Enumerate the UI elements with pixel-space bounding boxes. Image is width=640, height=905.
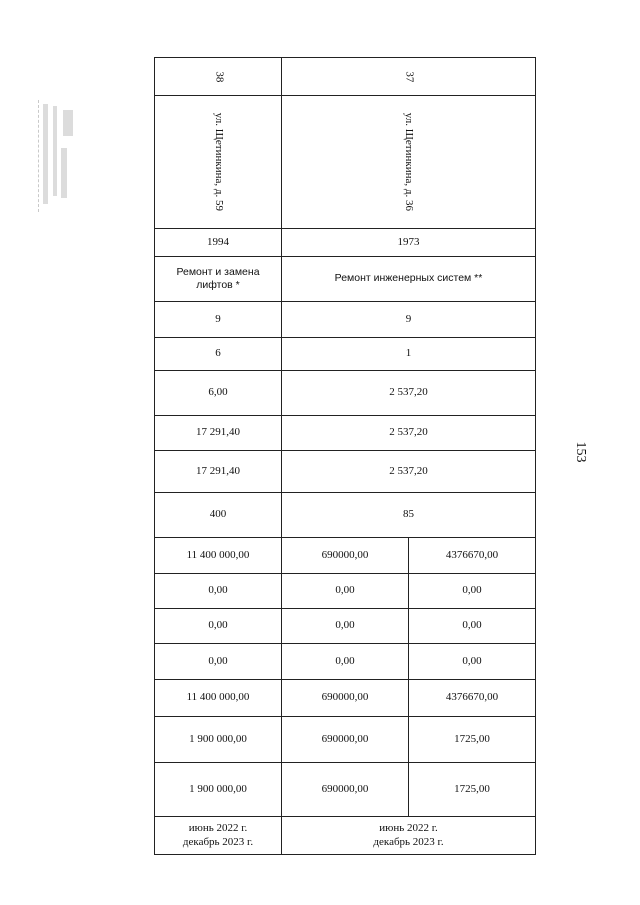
cell-fund-3-3: 0,00 bbox=[409, 644, 536, 680]
cell-year-2: 1973 bbox=[282, 229, 536, 257]
period-start: июнь 2022 г. bbox=[188, 821, 248, 834]
cost-total-row bbox=[155, 538, 536, 574]
cell-cost-total-2: 690000,00 bbox=[282, 538, 409, 574]
cell-fund-3-1: 0,00 bbox=[155, 644, 282, 680]
fund-3-row bbox=[155, 644, 536, 680]
unit-cost-max-row bbox=[155, 763, 536, 817]
address-row bbox=[155, 96, 536, 229]
cell-fund-owners-1: 11 400 000,00 bbox=[155, 680, 282, 717]
floors-row bbox=[155, 302, 536, 338]
cell-address-1: ул. Щетинкина, д. 59 bbox=[155, 96, 282, 229]
cell-floors-2: 9 bbox=[282, 302, 536, 338]
work-type-row bbox=[155, 257, 536, 302]
cell-period-1 bbox=[155, 817, 282, 855]
cell-residents-2: 85 bbox=[282, 493, 536, 538]
program-table bbox=[154, 57, 536, 855]
cell-unit-cost-max-1: 1 900 000,00 bbox=[155, 763, 282, 817]
stamp-mark bbox=[38, 100, 79, 212]
cell-number-37: 37 bbox=[282, 58, 536, 96]
unit-cost-row bbox=[155, 717, 536, 763]
cell-entrances-1: 6 bbox=[155, 338, 282, 371]
row-number-row bbox=[155, 58, 536, 96]
entrances-row bbox=[155, 338, 536, 371]
cell-floors-1: 9 bbox=[155, 302, 282, 338]
cell-cost-total-1: 11 400 000,00 bbox=[155, 538, 282, 574]
cell-address-2: ул. Щетинкина, д. 36 bbox=[282, 96, 536, 229]
cell-number-38: 38 bbox=[155, 58, 282, 96]
area-c-row bbox=[155, 451, 536, 493]
cell-period-2 bbox=[282, 817, 536, 855]
page-number: 153 bbox=[573, 441, 588, 463]
cell-fund-2-3: 0,00 bbox=[409, 609, 536, 644]
cell-fund-1-2: 0,00 bbox=[282, 574, 409, 609]
cell-area-b-1: 17 291,40 bbox=[155, 416, 282, 451]
period-start: июнь 2022 г. bbox=[379, 821, 438, 834]
cell-fund-2-1: 0,00 bbox=[155, 609, 282, 644]
period-end: декабрь 2023 г. bbox=[373, 835, 444, 848]
cell-area-c-1: 17 291,40 bbox=[155, 451, 282, 493]
cell-year-1: 1994 bbox=[155, 229, 282, 257]
area-b-row bbox=[155, 416, 536, 451]
cell-unit-cost-2: 690000,00 bbox=[282, 717, 409, 763]
cell-residents-1: 400 bbox=[155, 493, 282, 538]
cell-work-type-2: Ремонт инженерных систем ** bbox=[282, 257, 536, 302]
cell-fund-1-1: 0,00 bbox=[155, 574, 282, 609]
cell-entrances-2: 1 bbox=[282, 338, 536, 371]
fund-1-row bbox=[155, 574, 536, 609]
period-row bbox=[155, 817, 536, 855]
cell-unit-cost-3: 1725,00 bbox=[409, 717, 536, 763]
period-end: декабрь 2023 г. bbox=[182, 835, 254, 848]
area-a-row bbox=[155, 371, 536, 416]
year-row bbox=[155, 229, 536, 257]
cell-work-type-1: Ремонт и замена лифтов * bbox=[155, 257, 282, 302]
cell-fund-3-2: 0,00 bbox=[282, 644, 409, 680]
fund-2-row bbox=[155, 609, 536, 644]
cell-fund-owners-3: 4376670,00 bbox=[409, 680, 536, 717]
cell-unit-cost-max-2: 690000,00 bbox=[282, 763, 409, 817]
cell-unit-cost-1: 1 900 000,00 bbox=[155, 717, 282, 763]
cell-area-a-2: 2 537,20 bbox=[282, 371, 536, 416]
cell-area-a-1: 6,00 bbox=[155, 371, 282, 416]
cell-unit-cost-max-3: 1725,00 bbox=[409, 763, 536, 817]
cell-area-c-2: 2 537,20 bbox=[282, 451, 536, 493]
cell-cost-total-3: 4376670,00 bbox=[409, 538, 536, 574]
cell-area-b-2: 2 537,20 bbox=[282, 416, 536, 451]
cell-fund-owners-2: 690000,00 bbox=[282, 680, 409, 717]
fund-owners-row bbox=[155, 680, 536, 717]
residents-row bbox=[155, 493, 536, 538]
cell-fund-1-3: 0,00 bbox=[409, 574, 536, 609]
cell-fund-2-2: 0,00 bbox=[282, 609, 409, 644]
